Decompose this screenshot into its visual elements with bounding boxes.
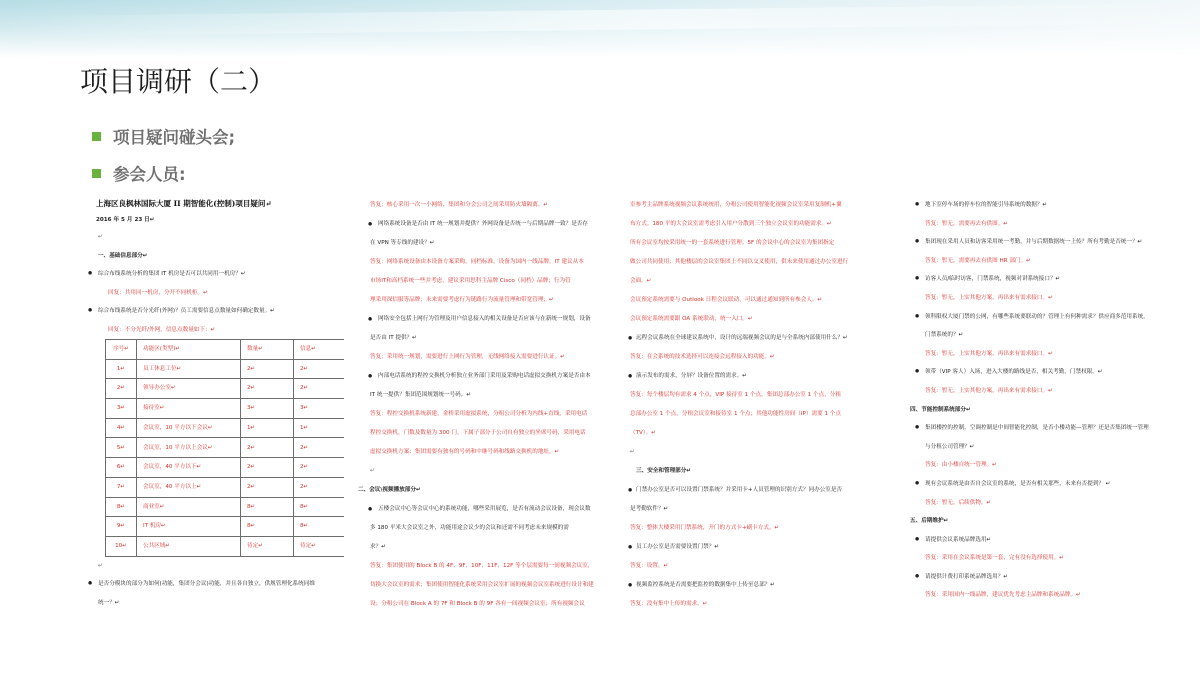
answer-line: 设；分租公司在 Block A 的 7F 和 Block B 的 9F 各有一间视频会议室；所有视频会议 (370, 601, 585, 607)
table-cell: 1↵ (106, 359, 137, 379)
answer-line: 市场IT和高档系统一些并考虑，建议采用思科主品牌 Cisco（同档）品牌；行为管 (370, 278, 571, 284)
answer-line: 会面。↵ (630, 278, 652, 284)
question-line: ● 内部电话系统的程控交换机分析独立业务部门采用及采购电话虚拟交换机方案是否由本 (358, 367, 616, 386)
header-banner (0, 0, 1200, 58)
section-heading: 五、后期维护↵ (910, 518, 949, 525)
answer-line: （TV）。↵ (630, 430, 656, 436)
question-line: ● 访客人员/临时访客，门禁系统，视频对讲系统接口？↵ (908, 270, 1166, 289)
question-line: ● 请提供计费打印系统品牌选用？↵ (908, 568, 1166, 587)
table-cell: 6↵ (106, 458, 137, 478)
answer-line: 会议预定系统需要与 Outlook 日程会议联动，可以通过通知到所有参会人。↵ (630, 297, 823, 303)
question-line: ● 网络安全包括上网行为管理及用户信息接入的相关设备是否应该与在新统一规划，设备 (358, 310, 616, 329)
table-cell: 待定↵ (294, 536, 345, 556)
question-line: ● 门禁办公室是否可以设置门禁系统？并采用卡+人员管理的识别方式？同办公室是否 (622, 481, 880, 500)
question-line: ● 集团现在采用人员和访客采用统一考勤，并与后期数据统一上传？所有考勤是否统一？↵ (908, 233, 1166, 252)
answer-line: 答复：暂无，上实其他方案，再出来有需求接口。↵ (925, 387, 1053, 394)
table-cell: 3↵ (106, 399, 137, 419)
table-cell: IT 机房↵ (137, 517, 241, 537)
answer-line: 回复：不分光纤/外网，信息点数量如下：↵ (108, 326, 216, 333)
table-cell: 3↵ (241, 399, 294, 419)
answer-line: 程控交换机，门数及数量为 300 门。下属子部分于公司自有独立的坐席号码，采用电话 (370, 430, 586, 436)
table-cell: 4↵ (106, 418, 137, 438)
continuation-line: 与分租公司管理？↵ (925, 443, 975, 450)
green-square-bullet-icon (92, 132, 101, 141)
table-cell: 5↵ (106, 438, 137, 458)
table-cell: 会议室，10 平方以上会议↵ (137, 438, 241, 458)
answer-line: 答复：采用国内一线品牌，建议优先考虑主品牌和系统品牌。↵ (925, 592, 1081, 599)
table-cell: 8↵ (294, 517, 345, 537)
slide-bullet-attendees (92, 162, 186, 184)
answer-line: 答复：暂无，后续供物。↵ (925, 499, 992, 506)
table-cell: 2↵ (241, 359, 294, 379)
table-row (106, 536, 345, 556)
table-cell: 8↵ (294, 497, 345, 517)
answer-line: 布方式。180 平的大会议室需考虑引入用户分散到三个独立会议室的功能需求。↵ (630, 221, 832, 227)
answer-line: 答复：每个楼层均有需求 4 个点，VIP 接待室 1 个点，集团总部办公室 1 个点，分租 (630, 392, 841, 398)
answer-line: 回复：共用同一机房，分开不同机柜。↵ (108, 289, 208, 296)
answer-line: 答复：设置。↵ (630, 563, 669, 569)
section-heading: 三、安全和管理部分↵ (636, 468, 692, 474)
slide-bullet-text: 项目疑问碰头会; (113, 128, 236, 147)
table-row (106, 497, 345, 517)
table-cell: 公共区域↵ (137, 536, 241, 556)
question-line: ● 综合布线系统是否分光纤(外网)？员工需要信息点数量如何确定数量。↵ (86, 302, 344, 321)
table-cell: 10↵ (106, 536, 137, 556)
answer-line: 做公司共同使用；其他楼层的会议室集团上不同以交叉使用，供未来使用通过办公室进行 (630, 259, 849, 265)
continuation-line: 是考勤软件？↵ (630, 506, 669, 512)
table-cell: 2↵ (294, 379, 345, 399)
info-point-table (105, 339, 344, 557)
question-line: ● 集团楼控的控制，空调控制是中间智能化控制，是否小楼功能—管理？还是否集团统一管理 (908, 419, 1166, 438)
answer-line: 答复：整体大楼采用门禁系统，开门的方式卡+刷卡方式。↵ (630, 525, 780, 531)
table-row (106, 379, 345, 399)
green-square-bullet-icon (92, 169, 101, 178)
question-line: ● 五楼会议中心等会议中心的系统功能，哪些采用展览，是否有流动会议设备，现会议数 (358, 500, 616, 519)
slide-bullet-text: 参会人员: (113, 165, 186, 184)
continuation-line: 是否由 IT 提供？↵ (370, 335, 417, 341)
banner-highlight (0, 4, 1200, 37)
question-line: ● 综合布线系统分析的集团 IT 机房是否可以共同用一机房？↵ (86, 265, 344, 284)
answer-line: 答复：没有集中上传的需求。↵ (630, 601, 708, 607)
table-row (106, 359, 345, 379)
table-row (106, 458, 345, 478)
question-line: ● 是否分模块的部分为如何(功能，集团分会议)功能，并且各自独立，供规管理化系统同维 (86, 575, 344, 594)
answer-line: 虚拟交换机方案；集团需要有独有的号码和中继号码和线路交换机的地址。↵ (370, 449, 560, 455)
document-page-3 (622, 196, 880, 616)
table-cell: 商业室↵ (137, 497, 241, 517)
question-line: ● 员工办公室是否需要设置门禁？↵ (622, 538, 880, 557)
answer-line: 答复：核心采用一次一小网络，集团和分会公司之间采用防火墙隔离。↵ (370, 202, 549, 208)
answer-line: 室参考主品牌系统视频会议系统统用，分租公司使用智能化视频会议室采用复制机+翼 (630, 202, 842, 208)
answer-line: 会议预定系统需要跟 OA 系统联动，统一入口。↵ (630, 316, 753, 322)
answer-line: 切换大会议室的需求；集团使用智能化系统采用会议室扩展的视频会议室系统进行设计和建 (370, 582, 594, 588)
table-cell: 1↵ (241, 418, 294, 438)
question-line: ● 请提供会议系统品牌选用↵ (908, 531, 1166, 550)
document-title: 上海区良枫林国际大厦 II 期智能化(控制)项目疑问↵ (96, 199, 272, 208)
table-cell: 1↵ (294, 418, 345, 438)
continuation-line: 在 VPN 等专线的建设？↵ (370, 240, 435, 246)
question-line: ● 网络系统设备是否由 IT 统一规划并提供？外网设备是否统一与后期品牌一致？是否存 (358, 215, 616, 234)
table-cell: 2↵ (241, 477, 294, 497)
document-page-4 (908, 196, 1166, 616)
table-cell: 8↵ (241, 517, 294, 537)
table-header-cell: 序号↵ (106, 340, 137, 360)
document-page-2 (358, 196, 616, 616)
answer-line: 答复：集团使用的 Block B 的 4F、9F、10F、11F、12F 等个层需要每一间视频会议室， (370, 563, 594, 569)
table-cell: 会议室，40 平方以上↵ (137, 477, 241, 497)
section-heading: 四、节能控制系统部分↵ (910, 406, 971, 413)
answer-line: 总部办公室 1 个点，分租会议室和接待室 1 个点；其他功能性房间（IP）需要 1 个点 (630, 411, 841, 417)
table-cell: 2↵ (294, 477, 345, 497)
table-cell: 会议室，10 平方以下会议↵ (137, 418, 241, 438)
continuation-line: 统一？↵ (98, 599, 120, 606)
table-cell: 2↵ (294, 359, 345, 379)
table-cell: 9↵ (106, 517, 137, 537)
question-line: ● 领带（VIP 客人）入场，进入大楼的路线是否，相关考勤，门禁权限。↵ (908, 363, 1166, 382)
question-line: ● 领科限权大厦门禁的公网，有哪些系统要联动的？管理上有何种需求？供应商多范用系统， (908, 308, 1166, 327)
question-line: ● 地下室停车场的停车位的智能引导系统的数据？↵ (908, 196, 1166, 215)
answer-line: 理采用深信服等品牌；未来需要考虑行为链路行为流量管理和带宽管理；↵ (370, 297, 554, 303)
blank-line: ↵ (98, 562, 103, 569)
table-row (106, 477, 345, 497)
section-heading: 一、基础信息部分↵ (98, 252, 148, 259)
table-cell: 2↵ (241, 458, 294, 478)
table-cell: 8↵ (106, 497, 137, 517)
table-cell: 2↵ (106, 379, 137, 399)
question-line: ● 现有会议系统是由否自会议室的系统，是否有相关那些，未来有否提到？ ↵ (908, 475, 1166, 494)
answer-line: 答复：采用统一规划，需要进行上网行为管理，无线网络接入需要进行认证。↵ (370, 354, 565, 360)
table-header-cell: 数量↵ (241, 340, 294, 360)
answer-line: 答复：暂无，上实其他方案，再出来有需求接口。↵ (925, 294, 1053, 301)
table-cell: 2↵ (294, 438, 345, 458)
continuation-line: 门禁系统的？↵ (925, 332, 964, 339)
table-cell: 8↵ (241, 497, 294, 517)
table-cell: 2↵ (241, 438, 294, 458)
answer-line: 答复：采用在会议系统是第一套，完有没有选择使用。↵ (925, 555, 1064, 562)
answer-line: 答复：网络系统设备由本设备方案采购，同档标准。设备为国内一线品牌，IT 建议从本 (370, 259, 584, 265)
answer-line: 答复：由小楼自统一管理。↵ (925, 462, 997, 469)
answer-line: 答复：在会系统的技术选择可以连接会远程接入的功能。↵ (630, 354, 775, 360)
question-line: ● 演示发布的需求，分屏？设备位置的需求。↵ (622, 367, 880, 386)
answer-line: 答复：程控交换机系统新建，金桥采用虚拟系统，分租公司分析为内线+直线，采用电话 (370, 411, 588, 417)
question-line: ● 视频监控系统是否需要把监控的数据集中上传至总部？↵ (622, 576, 880, 595)
blank-line: ↵ (98, 234, 103, 240)
continuation-line: IT 统一提供？集团范围规划统一号码。↵ (370, 392, 472, 398)
document-page-1 (86, 196, 344, 616)
table-cell: 7↵ (106, 477, 137, 497)
slide-bullet-meeting (92, 125, 235, 147)
question-line: ● 远程会议系统在全球建议系统中，设计的远端视频会议的是与全系统内部使用什么？↵ (622, 329, 880, 348)
slide-title: 项目调研（二） (80, 65, 277, 98)
answer-line: 答复：暂无，上实其他方案，再出来有需求接口。↵ (925, 350, 1053, 357)
table-header-row (106, 340, 345, 360)
answer-line: 所有会议室均按采用统一的一套系统进行管理。5F 的会议中心的会议室为集团指定 (630, 240, 835, 246)
table-header-cell: 信息↵ (294, 340, 345, 360)
table-cell: 接待室↵ (137, 399, 241, 419)
table-cell: 3↵ (294, 399, 345, 419)
blank-line: ↵ (370, 468, 375, 474)
table-row (106, 418, 345, 438)
blank-line: ↵ (630, 449, 635, 455)
table-row (106, 399, 345, 419)
table-cell: 领导办公室↵ (137, 379, 241, 399)
table-header-cell: 功能区(类型)↵ (137, 340, 241, 360)
table-cell: 员工休息工位↵ (137, 359, 241, 379)
answer-line: 答复：暂无，需要再去有供图。↵ (925, 220, 1008, 227)
continuation-line: 多 180 平米大会议室之外，功能用途会议少的会议和还需不同考虑未来规模的需 (370, 525, 569, 531)
answer-line: 答复：暂无，需要再去有供图 HR 部门。↵ (925, 257, 1031, 264)
continuation-line: 求？↵ (370, 544, 386, 550)
table-row (106, 517, 345, 537)
table-cell: 2↵ (241, 379, 294, 399)
document-date: 2016 年 5 月 23 日↵ (96, 217, 155, 223)
table-row (106, 438, 345, 458)
table-cell: 会议室，40 平方以下↵ (137, 458, 241, 478)
table-cell: 2↵ (294, 458, 345, 478)
table-cell: 待定↵ (241, 536, 294, 556)
section-heading: 二、会议\视频播放部分↵ (358, 487, 421, 493)
